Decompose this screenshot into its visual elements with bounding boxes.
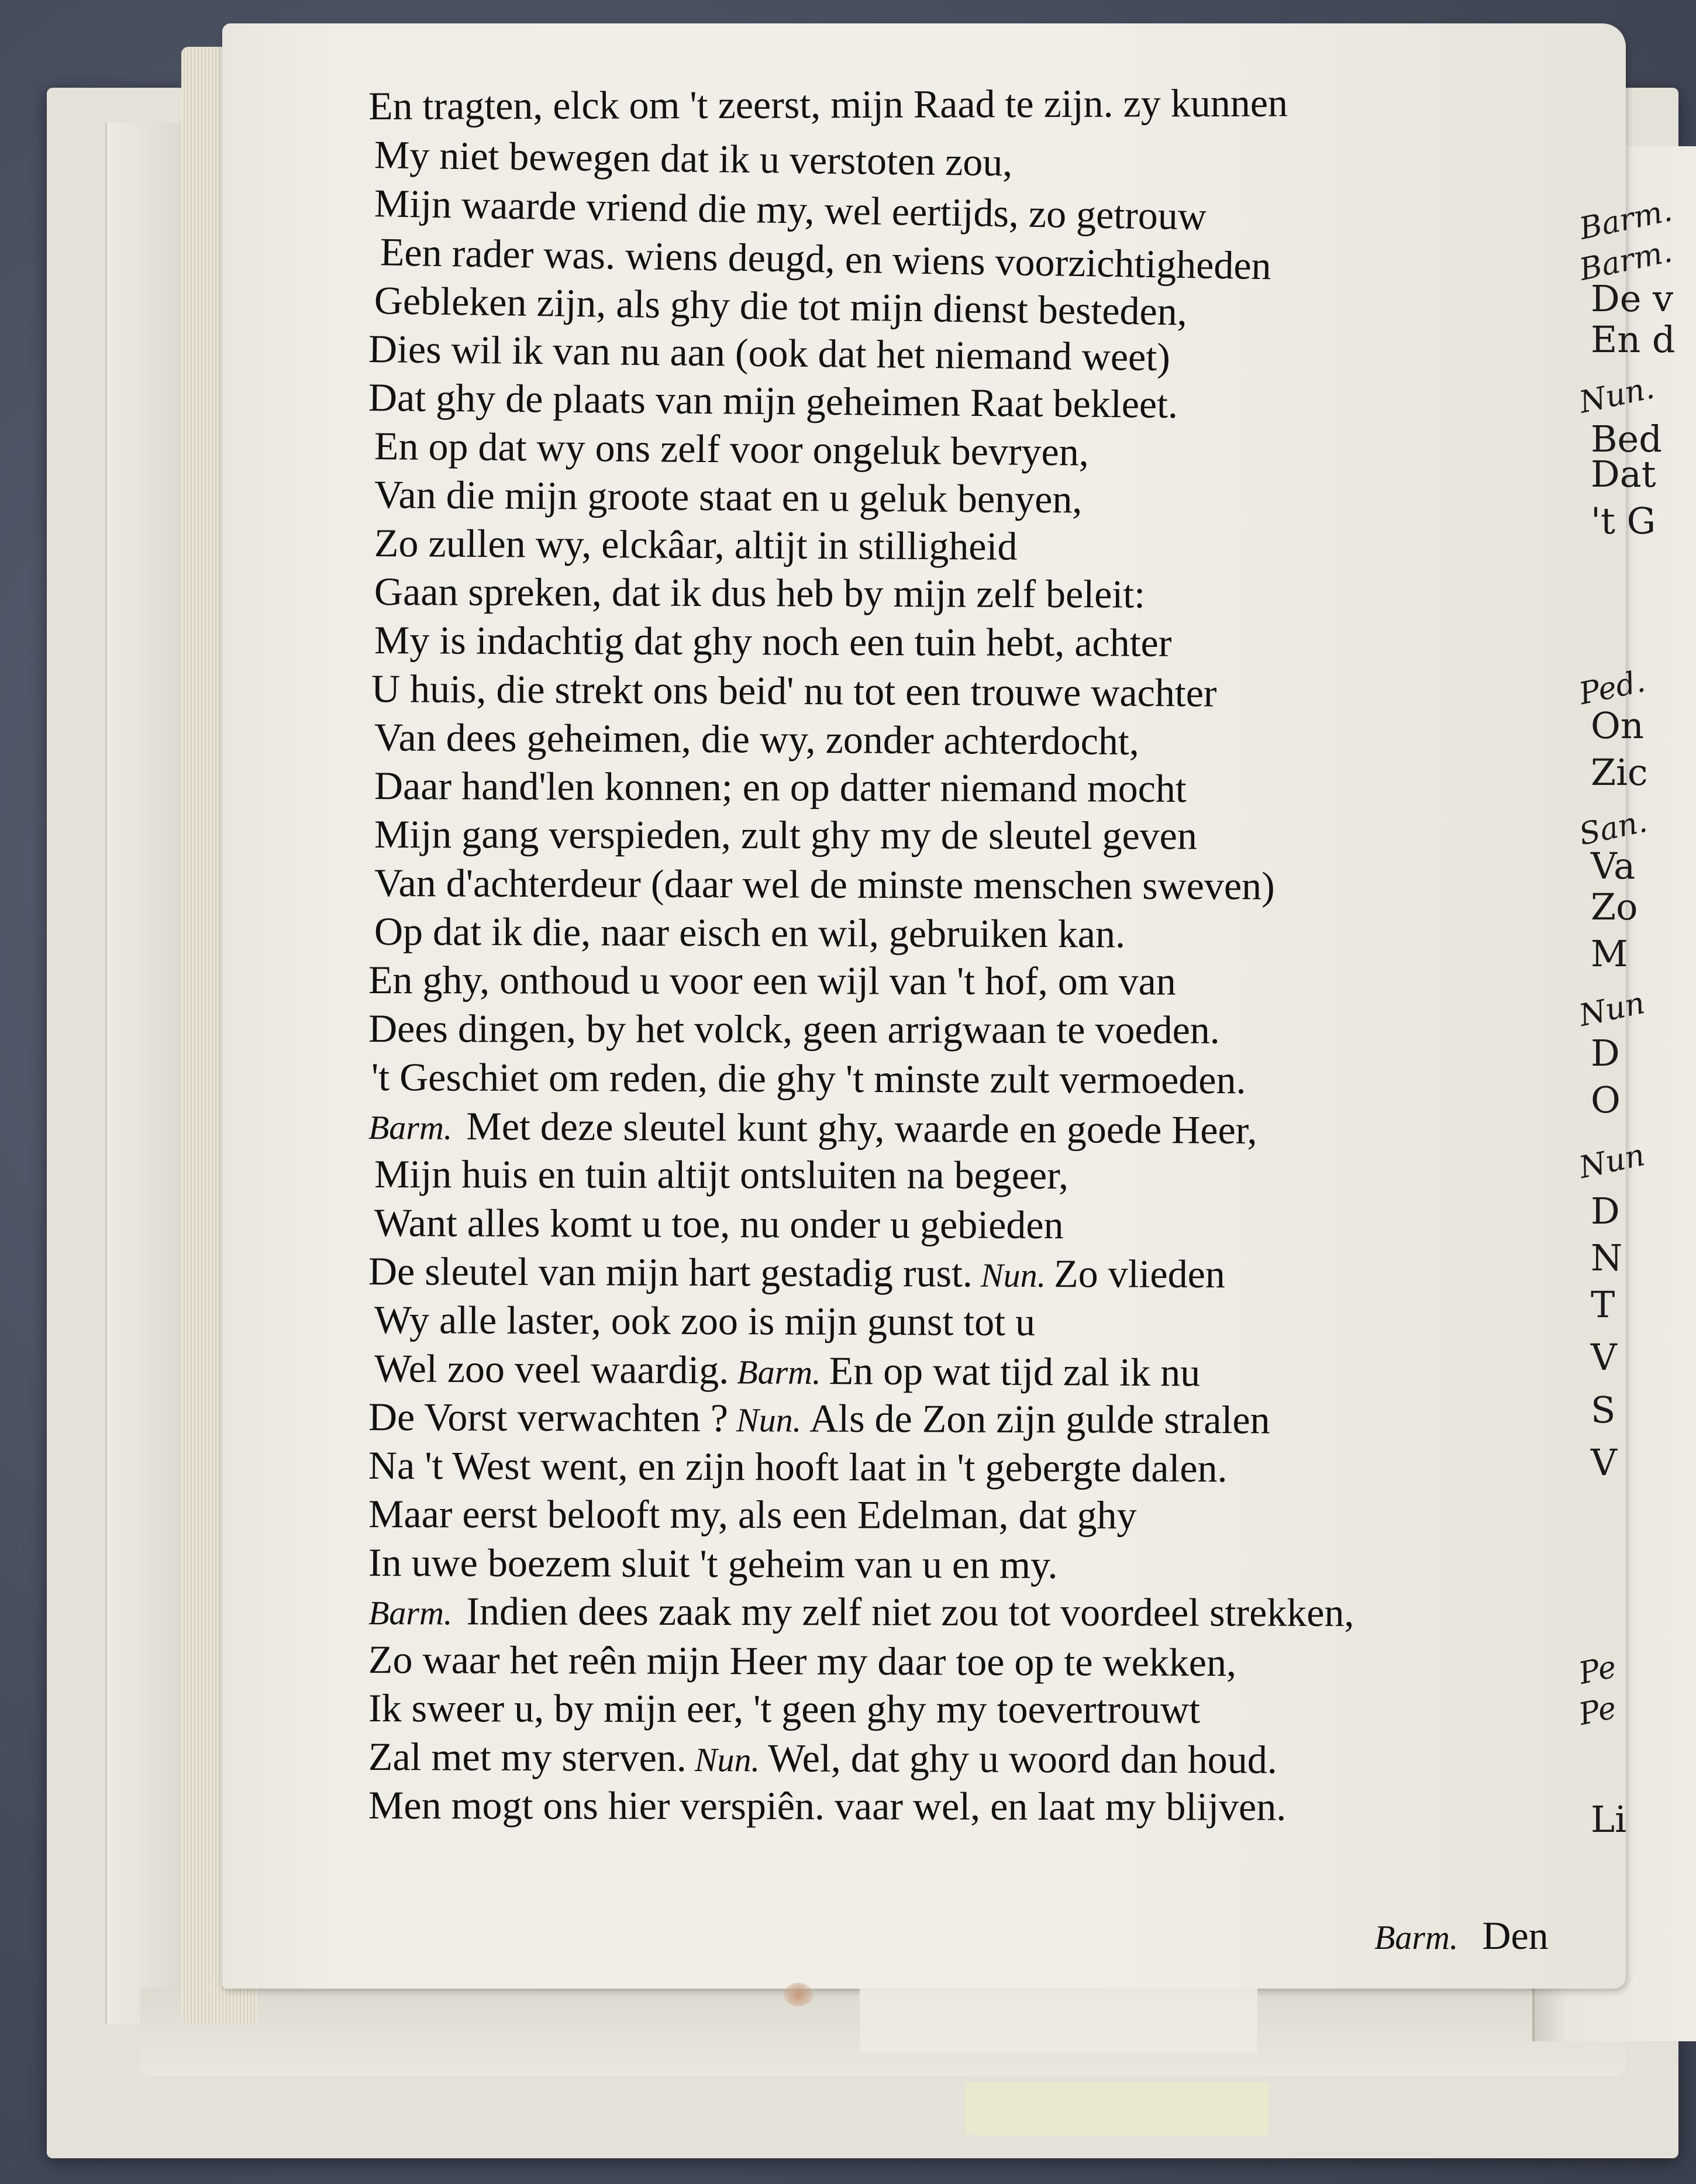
verse-line (368, 1247, 1509, 1300)
verse-line (368, 1490, 1509, 1540)
verse-text-span: Zo waar het reên mijn Heer my daar toe op te wekken, (368, 1637, 1237, 1685)
verse-text-span: My niet bewegen dat ik u verstoten zou, (374, 132, 1013, 185)
speaker-name: Barm. (368, 1594, 453, 1632)
verse-text-span: Wel zoo veel waardig. (374, 1346, 729, 1393)
verse-text-span: Een rader was. wiens deugd, en wiens voorzichtigheden (380, 229, 1272, 288)
verse-line (368, 1538, 1509, 1591)
verse-line (368, 1393, 1509, 1445)
verse-line (368, 1732, 1509, 1785)
paper-label-lower (965, 2082, 1269, 2135)
facing-text-fragment: N (1591, 1236, 1623, 1279)
inline-speaker-name: Nun. (980, 1256, 1046, 1295)
facing-speaker-fragment: Pe (1576, 1690, 1619, 1732)
verse-line (368, 762, 1509, 814)
facing-text-fragment: Li (1591, 1798, 1627, 1841)
verse-line (368, 956, 1509, 1006)
facing-text-fragment: T (1591, 1283, 1615, 1326)
verse-line (368, 713, 1509, 767)
verse-text-span: Zal met my sterven. (368, 1734, 687, 1780)
facing-speaker-fragment: Nun (1576, 1137, 1648, 1186)
verse-text-span: Met deze sleutel kunt ghy, waarde en goede Heer, (466, 1103, 1257, 1152)
verse-line (368, 1101, 1509, 1156)
verse-text-span: De sleutel van mijn hart gestadig rust. (368, 1249, 973, 1296)
facing-speaker-fragment: Barm. (1576, 193, 1676, 247)
verse-text-span: De Vorst verwachten ? (368, 1394, 729, 1441)
verse-text-span: Dat ghy de plaats van mijn geheimen Raat bekleet. (368, 375, 1178, 427)
verse-line (368, 1198, 1509, 1251)
verse-text-span: Na 't West went, en zijn hooft laat in 't gebergte dalen. (368, 1443, 1228, 1491)
verse-line (368, 1344, 1509, 1398)
verse-text-span: Gebleken zijn, als ghy die tot mijn dienst besteden, (374, 278, 1188, 334)
verse-text-span: Van dees geheimen, die wy, zonder achterdocht, (374, 715, 1140, 763)
verse-line (368, 1441, 1509, 1494)
verse-text-continuation: Zo vlieden (1054, 1251, 1225, 1297)
verse-text-span: Op dat ik die, naar eisch en wil, gebruiken kan. (374, 909, 1126, 956)
verse-line (368, 664, 1509, 719)
verse-text-span: In uwe boezem sluit 't geheim van u en my. (368, 1540, 1058, 1587)
verse-text-span: Van d'achterdeur (daar wel de minste menschen sweven) (374, 860, 1275, 908)
verse-line (368, 859, 1509, 911)
verse-line (368, 1053, 1509, 1105)
facing-text-fragment: M (1591, 932, 1628, 975)
verse-text-span: Gaan spreken, dat ik dus heb by mijn zelf beleit: (374, 569, 1146, 616)
facing-text-fragment: O (1591, 1079, 1621, 1121)
facing-speaker-fragment: Pe (1576, 1649, 1619, 1692)
verse-line (368, 810, 1509, 860)
verse-line (368, 1635, 1509, 1688)
verse-text-span: Mijn waarde vriend die my, wel eertijds, zo getrouw (374, 181, 1207, 239)
verse-text-span: En op dat wy ons zelf voor ongeluk bevryen, (374, 423, 1090, 474)
facing-text-fragment: V (1591, 1441, 1617, 1484)
verse-text-span: Wy alle laster, ook zoo is mijn gunst tot u (374, 1297, 1036, 1344)
facing-speaker-fragment: Barm. (1576, 234, 1676, 288)
paper-label (860, 1989, 1257, 2053)
inline-speaker-name: Nun. (736, 1401, 802, 1439)
verse-line (368, 616, 1509, 669)
facing-text-fragment: Bed (1591, 418, 1662, 460)
ink-stain (784, 1983, 813, 2006)
facing-speaker-fragment: San. (1576, 804, 1650, 853)
verse-text-span: Daar hand'len konnen; en op datter niemand mocht (374, 763, 1187, 811)
speaker-name: Barm. (368, 1108, 453, 1147)
verse-text-span: U huis, die strekt ons beid' nu tot een trouwe wachter (371, 666, 1217, 715)
verse-line (368, 519, 1509, 573)
verse-line (368, 907, 1509, 960)
verse-text-span: My is indachtig dat ghy noch een tuin hebt, achter (374, 618, 1172, 665)
verse-text-span: Dees dingen, by het volck, geen arrigwaan te voeden. (368, 1006, 1220, 1052)
facing-speaker-fragment: Ped. (1576, 663, 1649, 712)
verse-text-span: Want alles komt u toe, nu onder u gebieden (374, 1200, 1064, 1248)
verse-text-continuation: Als de Zon zijn gulde stralen (809, 1396, 1270, 1442)
catchword-speaker: Barm. (1374, 1918, 1459, 1956)
verse-line (368, 1296, 1509, 1348)
catchword (1374, 1913, 1549, 1959)
verse-text-span: Maar eerst belooft my, als een Edelman, dat ghy (368, 1491, 1137, 1538)
verse-text-span: En ghy, onthoud u voor een wijl van 't hof, om van (368, 957, 1176, 1004)
inline-speaker-name: Nun. (694, 1740, 760, 1779)
verse-text-span: Ik sweer u, by mijn eer, 't geen ghy my toevertrouwt (368, 1686, 1201, 1732)
verse-text-span: Mijn huis en tuin altijt ontsluiten na begeer, (374, 1152, 1069, 1198)
facing-text-fragment: V (1591, 1336, 1617, 1379)
facing-text-fragment: S (1591, 1389, 1616, 1431)
facing-text-fragment: Dat (1591, 453, 1656, 495)
verse-text-continuation: En op wat tijd zal ik nu (829, 1348, 1201, 1395)
facing-text-fragment: Zic (1591, 751, 1648, 794)
facing-text-fragment: D (1591, 1032, 1620, 1074)
verse-line (368, 1150, 1509, 1200)
verse-text (368, 82, 1509, 1830)
verse-line (368, 1004, 1509, 1055)
verse-text-span: Mijn gang verspieden, zult ghy my de sleutel geven (374, 812, 1197, 858)
verse-text-span: Zo zullen wy, elckâar, altijt in stilligheid (374, 521, 1018, 569)
verse-text-span: Dies wil ik van nu aan (ook dat het niemand weet) (368, 326, 1171, 380)
verse-text-span: Men mogt ons hier verspiên. vaar wel, en laat my blijven. (368, 1783, 1287, 1829)
verse-text-span: 't Geschiet om reden, die ghy 't minste zult vermoeden. (371, 1055, 1246, 1103)
verse-text-continuation: Wel, dat ghy u woord dan houd. (767, 1735, 1277, 1782)
verse-text-span: En tragten, elck om 't zeerst, mijn Raad te zijn. zy kunnen (368, 80, 1288, 128)
verse-line (368, 1587, 1509, 1637)
inline-speaker-name: Barm. (737, 1353, 821, 1392)
verse-line (368, 567, 1509, 620)
verse-line (368, 1781, 1509, 1831)
facing-text-fragment: Va (1591, 845, 1636, 887)
verse-text-span: Van die mijn groote staat en u geluk benyen, (374, 472, 1083, 522)
verse-text-span: Indien dees zaak my zelf niet zou tot voordeel strekken, (466, 1589, 1354, 1635)
facing-text-fragment: 't G (1591, 500, 1656, 542)
verse-line (368, 78, 1509, 130)
verse-line (368, 470, 1509, 527)
facing-text-fragment: D (1591, 1190, 1620, 1232)
catchword-word: Den (1482, 1913, 1549, 1958)
verse-line (368, 1684, 1509, 1734)
facing-text-fragment: On (1591, 704, 1644, 747)
facing-text-fragment: En d (1591, 318, 1676, 361)
facing-speaker-fragment: Nun (1576, 985, 1648, 1034)
facing-speaker-fragment: Nun. (1576, 370, 1657, 421)
facing-text-fragment: De v (1591, 277, 1674, 320)
facing-text-fragment: Zo (1591, 886, 1638, 928)
